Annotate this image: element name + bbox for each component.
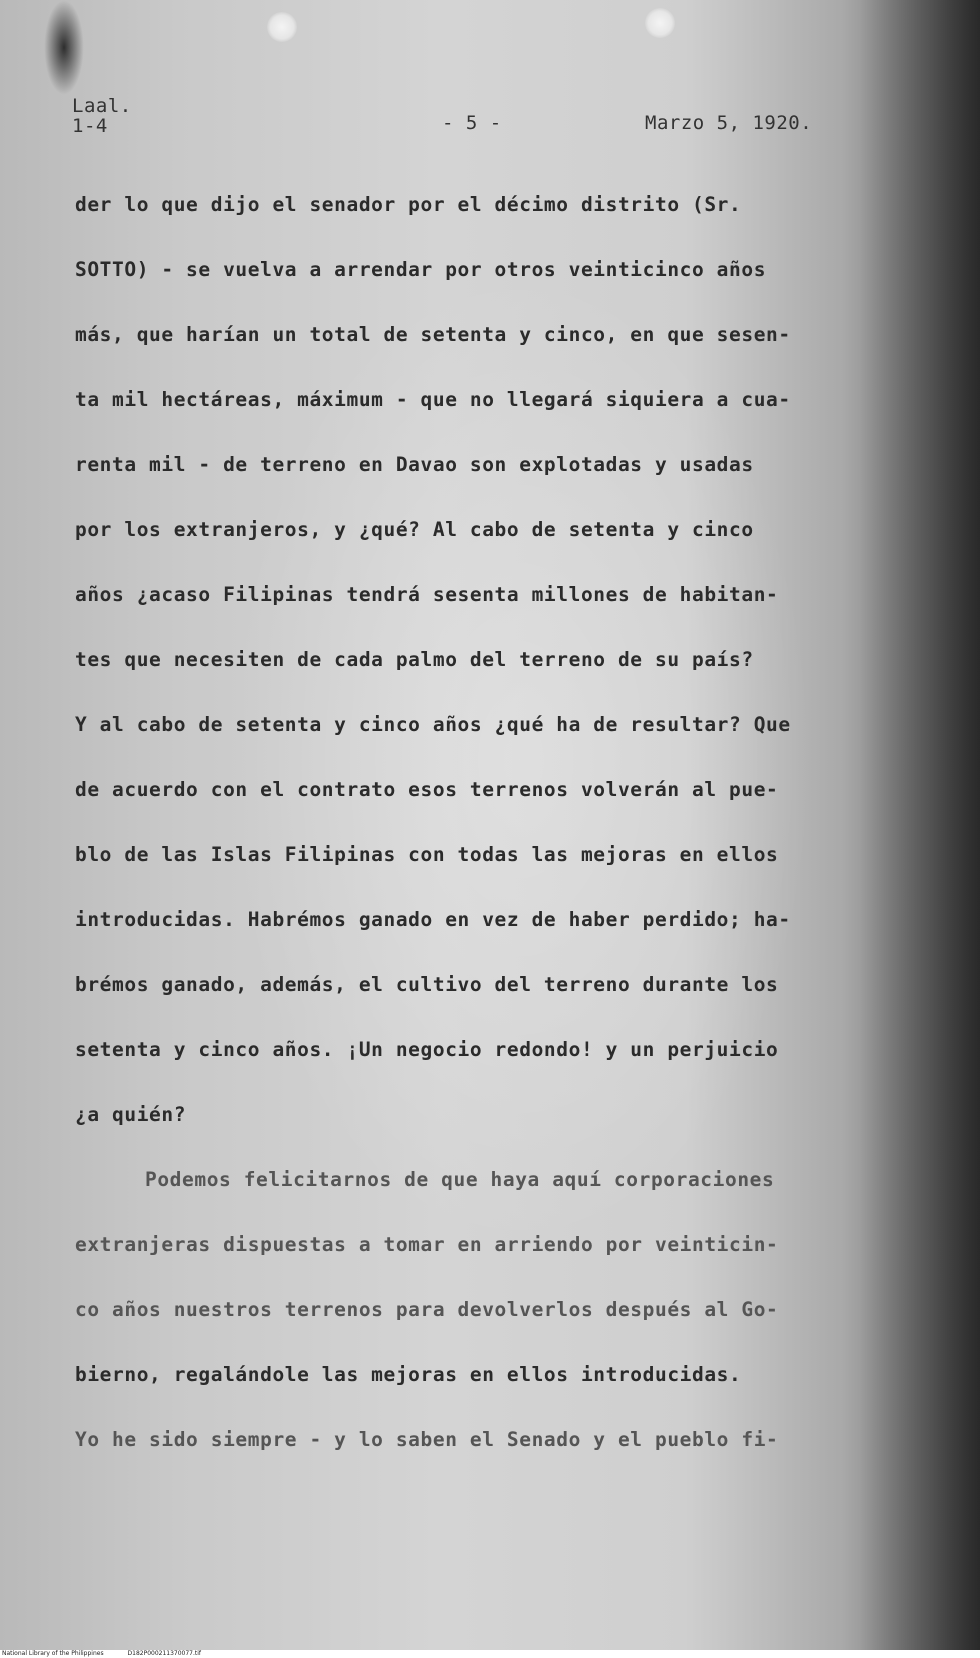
document-code-line2: 1-4 bbox=[72, 115, 108, 137]
text-line: Y al cabo de setenta y cinco años ¿qué ha de resultar? Que bbox=[75, 713, 791, 736]
text-line: de acuerdo con el contrato esos terrenos volverán al pue- bbox=[75, 778, 779, 801]
text-line: ta mil hectáreas, máximum - que no llegará siquiera a cua- bbox=[75, 388, 791, 411]
text-line: tes que necesiten de cada palmo del terreno de su país? bbox=[75, 648, 754, 671]
text-line: bierno, regalándole las mejoras en ellos introducidas. bbox=[75, 1363, 742, 1386]
text-line: setenta y cinco años. ¡Un negocio redondo! y un perjuicio bbox=[75, 1038, 779, 1061]
scan-footer bbox=[0, 1650, 980, 1658]
text-line: más, que harían un total de setenta y cinco, en que sesen- bbox=[75, 323, 791, 346]
punch-hole-left bbox=[267, 12, 297, 42]
text-line: brémos ganado, además, el cultivo del terreno durante los bbox=[75, 973, 779, 996]
text-line: co años nuestros terrenos para devolverlos después al Go- bbox=[75, 1298, 779, 1321]
document-code-line1: Laal. bbox=[72, 95, 132, 117]
page-number: - 5 - bbox=[442, 112, 502, 134]
file-id: D182P000211370077.tif bbox=[127, 1650, 202, 1657]
document-date: Marzo 5, 1920. bbox=[645, 112, 813, 134]
text-line: Podemos felicitarnos de que haya aquí corporaciones bbox=[145, 1168, 775, 1191]
text-line: SOTTO) - se vuelva a arrendar por otros veinticinco años bbox=[75, 258, 767, 281]
text-line: por los extranjeros, y ¿qué? Al cabo de setenta y cinco bbox=[75, 518, 754, 541]
text-line: años ¿acaso Filipinas tendrá sesenta millones de habitan- bbox=[75, 583, 779, 606]
document-code bbox=[72, 96, 132, 136]
text-line: extranjeras dispuestas a tomar en arriendo por veinticin- bbox=[75, 1233, 779, 1256]
text-line: introducidas. Habrémos ganado en vez de haber perdido; ha- bbox=[75, 908, 791, 931]
text-line: renta mil - de terreno en Davao son explotadas y usadas bbox=[75, 453, 754, 476]
text-line: ¿a quién? bbox=[75, 1103, 187, 1126]
text-line: Yo he sido siempre - y lo saben el Senado y el pueblo fi- bbox=[75, 1428, 779, 1451]
library-credit: National Library of the Philippines bbox=[2, 1650, 104, 1657]
ink-smudge bbox=[44, 0, 84, 95]
text-line: der lo que dijo el senador por el décimo distrito (Sr. bbox=[75, 193, 742, 216]
text-line: blo de las Islas Filipinas con todas las mejoras en ellos bbox=[75, 843, 779, 866]
document-body bbox=[75, 190, 895, 1490]
punch-hole-right bbox=[645, 8, 675, 38]
